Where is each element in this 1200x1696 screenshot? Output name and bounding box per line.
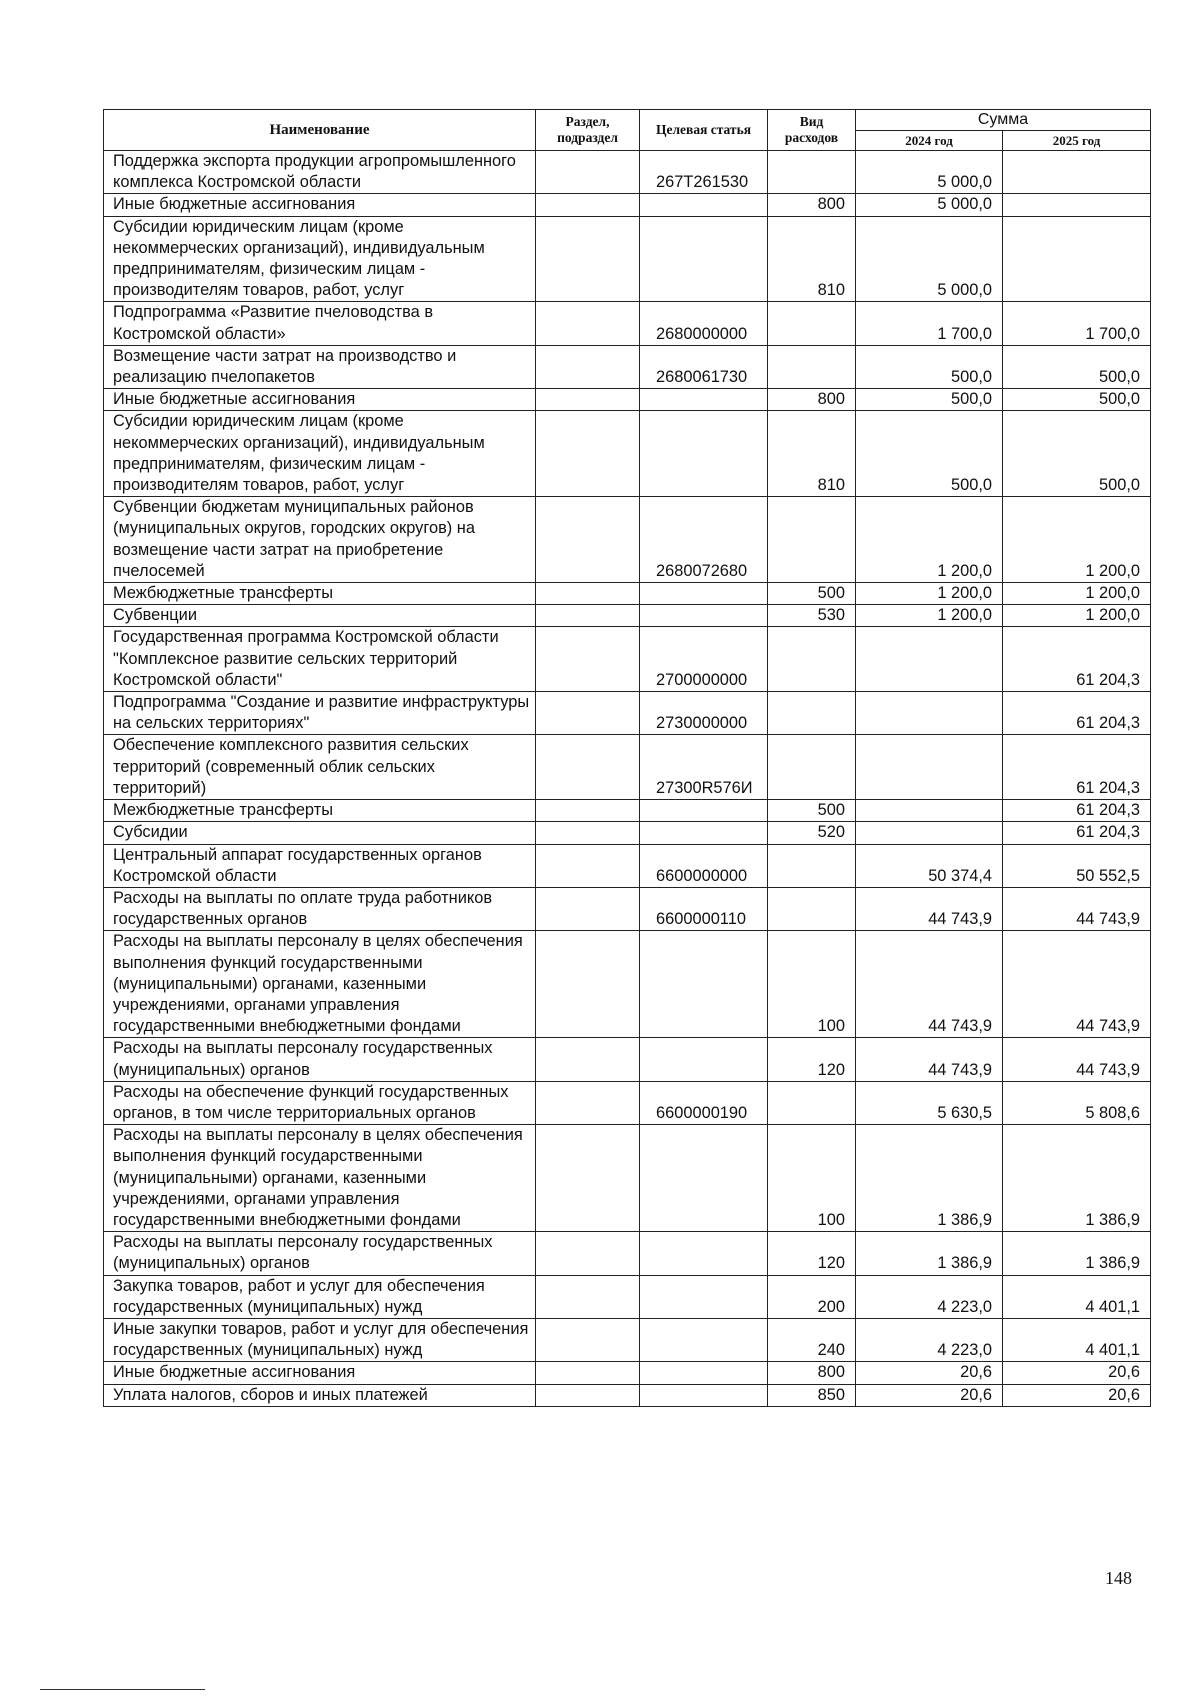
- cell-section: [536, 1318, 640, 1361]
- cell-target-article: 267Т261530: [640, 151, 768, 194]
- cell-sum-2024: 1 200,0: [856, 605, 1003, 627]
- cell-section: [536, 735, 640, 800]
- cell-section: [536, 1232, 640, 1275]
- cell-sum-2024: 4 223,0: [856, 1318, 1003, 1361]
- header-year-2024: 2024 год: [856, 131, 1003, 151]
- cell-sum-2025: 5 808,6: [1003, 1081, 1151, 1124]
- table-row: [104, 1275, 1151, 1318]
- cell-expense-type: 800: [768, 389, 856, 411]
- cell-sum-2025: [1003, 151, 1151, 194]
- cell-target-article: [640, 1318, 768, 1361]
- table-row: [104, 194, 1151, 216]
- cell-target-article: [640, 822, 768, 844]
- cell-name: Иные бюджетные ассигнования: [104, 1362, 536, 1384]
- cell-target-article: [640, 931, 768, 1038]
- cell-name: Иные бюджетные ассигнования: [104, 194, 536, 216]
- cell-sum-2024: 5 000,0: [856, 151, 1003, 194]
- cell-target-article: [640, 389, 768, 411]
- table-row: [104, 931, 1151, 1038]
- cell-sum-2024: 500,0: [856, 345, 1003, 388]
- cell-target-article: 2700000000: [640, 627, 768, 692]
- cell-sum-2024: 1 386,9: [856, 1125, 1003, 1232]
- cell-sum-2024: [856, 735, 1003, 800]
- cell-sum-2024: [856, 822, 1003, 844]
- cell-name: Расходы на выплаты персоналу в целях обеспечения выполнения функций государственными (муниципальными) органами, казенными учреждениями, органами управления государственными внебюджетными фондами: [104, 1125, 536, 1232]
- cell-expense-type: [768, 151, 856, 194]
- cell-expense-type: 500: [768, 583, 856, 605]
- cell-expense-type: 800: [768, 1362, 856, 1384]
- cell-name: Межбюджетные трансферты: [104, 800, 536, 822]
- header-sum: Сумма: [856, 110, 1151, 131]
- cell-target-article: 6600000190: [640, 1081, 768, 1124]
- table-row: [104, 887, 1151, 930]
- table-row: [104, 411, 1151, 497]
- cell-sum-2024: 44 743,9: [856, 931, 1003, 1038]
- cell-expense-type: 500: [768, 800, 856, 822]
- cell-sum-2025: 500,0: [1003, 345, 1151, 388]
- cell-sum-2025: 61 204,3: [1003, 735, 1151, 800]
- cell-sum-2024: 1 386,9: [856, 1232, 1003, 1275]
- cell-section: [536, 151, 640, 194]
- cell-target-article: [640, 605, 768, 627]
- cell-sum-2024: 50 374,4: [856, 844, 1003, 887]
- cell-sum-2025: 1 386,9: [1003, 1232, 1151, 1275]
- cell-name: Расходы на выплаты по оплате труда работников государственных органов: [104, 887, 536, 930]
- cell-sum-2025: 1 200,0: [1003, 497, 1151, 583]
- cell-target-article: [640, 583, 768, 605]
- cell-target-article: [640, 1038, 768, 1081]
- cell-section: [536, 822, 640, 844]
- cell-target-article: 2680072680: [640, 497, 768, 583]
- cell-sum-2024: [856, 692, 1003, 735]
- table-row: [104, 583, 1151, 605]
- cell-sum-2024: 20,6: [856, 1384, 1003, 1406]
- cell-expense-type: [768, 302, 856, 345]
- cell-expense-type: [768, 497, 856, 583]
- cell-sum-2025: 44 743,9: [1003, 887, 1151, 930]
- cell-name: Межбюджетные трансферты: [104, 583, 536, 605]
- cell-section: [536, 605, 640, 627]
- cell-name: Расходы на выплаты персоналу в целях обеспечения выполнения функций государственными (муниципальными) органами, казенными учреждениями, органами управления государственными внебюджетными фондами: [104, 931, 536, 1038]
- cell-name: Иные бюджетные ассигнования: [104, 389, 536, 411]
- cell-section: [536, 800, 640, 822]
- cell-name: Государственная программа Костромской области "Комплексное развитие сельских территорий Костромской области": [104, 627, 536, 692]
- table-row: [104, 822, 1151, 844]
- cell-section: [536, 887, 640, 930]
- cell-name: Субвенции: [104, 605, 536, 627]
- cell-target-article: 2680000000: [640, 302, 768, 345]
- cell-sum-2024: 1 200,0: [856, 583, 1003, 605]
- cell-sum-2024: 5 630,5: [856, 1081, 1003, 1124]
- table-row: [104, 497, 1151, 583]
- cell-section: [536, 583, 640, 605]
- table-row: [104, 1362, 1151, 1384]
- cell-sum-2024: 5 000,0: [856, 216, 1003, 302]
- table-row: [104, 302, 1151, 345]
- header-year-2025: 2025 год: [1003, 131, 1151, 151]
- cell-name: Подпрограмма «Развитие пчеловодства в Костромской области»: [104, 302, 536, 345]
- cell-expense-type: [768, 1081, 856, 1124]
- cell-expense-type: [768, 345, 856, 388]
- cell-expense-type: 100: [768, 1125, 856, 1232]
- cell-name: Уплата налогов, сборов и иных платежей: [104, 1384, 536, 1406]
- cell-sum-2024: 1 700,0: [856, 302, 1003, 345]
- table-row: [104, 389, 1151, 411]
- table-row: [104, 605, 1151, 627]
- cell-sum-2025: 1 200,0: [1003, 583, 1151, 605]
- cell-sum-2025: 61 204,3: [1003, 822, 1151, 844]
- cell-section: [536, 1362, 640, 1384]
- cell-section: [536, 692, 640, 735]
- cell-section: [536, 345, 640, 388]
- cell-expense-type: 810: [768, 216, 856, 302]
- cell-sum-2024: 44 743,9: [856, 887, 1003, 930]
- cell-sum-2024: 44 743,9: [856, 1038, 1003, 1081]
- table-row: [104, 1038, 1151, 1081]
- cell-sum-2025: 20,6: [1003, 1362, 1151, 1384]
- header-section: Раздел, подраздел: [536, 110, 640, 151]
- cell-expense-type: 200: [768, 1275, 856, 1318]
- cell-section: [536, 302, 640, 345]
- cell-sum-2024: 20,6: [856, 1362, 1003, 1384]
- cell-name: Закупка товаров, работ и услуг для обеспечения государственных (муниципальных) нужд: [104, 1275, 536, 1318]
- cell-expense-type: 850: [768, 1384, 856, 1406]
- cell-expense-type: 800: [768, 194, 856, 216]
- cell-sum-2025: 61 204,3: [1003, 627, 1151, 692]
- cell-name: Возмещение части затрат на производство и реализацию пчелопакетов: [104, 345, 536, 388]
- cell-expense-type: 530: [768, 605, 856, 627]
- cell-sum-2025: 1 386,9: [1003, 1125, 1151, 1232]
- cell-expense-type: 120: [768, 1232, 856, 1275]
- cell-expense-type: [768, 844, 856, 887]
- cell-expense-type: [768, 627, 856, 692]
- table-row: [104, 1384, 1151, 1406]
- cell-target-article: [640, 1125, 768, 1232]
- cell-target-article: 6600000110: [640, 887, 768, 930]
- cell-sum-2025: 61 204,3: [1003, 692, 1151, 735]
- cell-expense-type: [768, 692, 856, 735]
- cell-expense-type: 810: [768, 411, 856, 497]
- cell-expense-type: 240: [768, 1318, 856, 1361]
- cell-name: Расходы на обеспечение функций государственных органов, в том числе территориальных органов: [104, 1081, 536, 1124]
- cell-section: [536, 1384, 640, 1406]
- cell-name: Иные закупки товаров, работ и услуг для обеспечения государственных (муниципальных) нужд: [104, 1318, 536, 1361]
- cell-section: [536, 216, 640, 302]
- cell-name: Обеспечение комплексного развития сельских территорий (современный облик сельских территорий): [104, 735, 536, 800]
- cell-section: [536, 627, 640, 692]
- table-row: [104, 1318, 1151, 1361]
- cell-expense-type: [768, 887, 856, 930]
- cell-sum-2025: 1 700,0: [1003, 302, 1151, 345]
- cell-sum-2025: 61 204,3: [1003, 800, 1151, 822]
- cell-sum-2024: 500,0: [856, 389, 1003, 411]
- cell-target-article: [640, 1232, 768, 1275]
- table-row: [104, 1081, 1151, 1124]
- cell-section: [536, 1125, 640, 1232]
- cell-name: Поддержка экспорта продукции агропромышленного комплекса Костромской области: [104, 151, 536, 194]
- cell-sum-2025: 44 743,9: [1003, 1038, 1151, 1081]
- cell-name: Расходы на выплаты персоналу государственных (муниципальных) органов: [104, 1038, 536, 1081]
- header-name: Наименование: [104, 110, 536, 151]
- cell-name: Подпрограмма "Создание и развитие инфраструктуры на сельских территориях": [104, 692, 536, 735]
- header-row: [104, 110, 1151, 131]
- cell-sum-2024: 1 200,0: [856, 497, 1003, 583]
- table-row: [104, 692, 1151, 735]
- cell-sum-2024: 5 000,0: [856, 194, 1003, 216]
- cell-target-article: [640, 1384, 768, 1406]
- cell-target-article: [640, 1362, 768, 1384]
- table-row: [104, 627, 1151, 692]
- cell-name: Субвенции бюджетам муниципальных районов (муниципальных округов, городских округов) на возмещение части затрат на приобретение пчелосемей: [104, 497, 536, 583]
- cell-name: Субсидии: [104, 822, 536, 844]
- header-target-article: Целевая статья: [640, 110, 768, 151]
- cell-target-article: [640, 411, 768, 497]
- cell-target-article: 6600000000: [640, 844, 768, 887]
- cell-sum-2025: [1003, 216, 1151, 302]
- page-number: 148: [1105, 1568, 1132, 1588]
- cell-expense-type: 100: [768, 931, 856, 1038]
- footnote-rule: [40, 1689, 205, 1690]
- table-body: [104, 151, 1151, 1407]
- cell-sum-2025: 20,6: [1003, 1384, 1151, 1406]
- cell-sum-2025: 4 401,1: [1003, 1275, 1151, 1318]
- budget-table: [103, 109, 1151, 1407]
- table-row: [104, 345, 1151, 388]
- cell-target-article: 2730000000: [640, 692, 768, 735]
- cell-section: [536, 194, 640, 216]
- cell-sum-2025: 500,0: [1003, 411, 1151, 497]
- cell-sum-2025: 44 743,9: [1003, 931, 1151, 1038]
- table-row: [104, 735, 1151, 800]
- cell-section: [536, 931, 640, 1038]
- cell-sum-2024: [856, 627, 1003, 692]
- cell-section: [536, 389, 640, 411]
- header-expense-type: Вид расходов: [768, 110, 856, 151]
- cell-sum-2025: 500,0: [1003, 389, 1151, 411]
- cell-name: Центральный аппарат государственных органов Костромской области: [104, 844, 536, 887]
- table-row: [104, 844, 1151, 887]
- cell-expense-type: 120: [768, 1038, 856, 1081]
- cell-section: [536, 1038, 640, 1081]
- cell-expense-type: [768, 735, 856, 800]
- cell-sum-2024: [856, 800, 1003, 822]
- cell-section: [536, 1275, 640, 1318]
- cell-sum-2025: 50 552,5: [1003, 844, 1151, 887]
- cell-section: [536, 1081, 640, 1124]
- cell-name: Расходы на выплаты персоналу государственных (муниципальных) органов: [104, 1232, 536, 1275]
- cell-sum-2024: 500,0: [856, 411, 1003, 497]
- table-row: [104, 1125, 1151, 1232]
- cell-expense-type: 520: [768, 822, 856, 844]
- cell-section: [536, 411, 640, 497]
- cell-name: Субсидии юридическим лицам (кроме некоммерческих организаций), индивидуальным предпринимателям, физическим лицам - производителям товаров, работ, услуг: [104, 411, 536, 497]
- cell-sum-2024: 4 223,0: [856, 1275, 1003, 1318]
- table-row: [104, 1232, 1151, 1275]
- table-row: [104, 151, 1151, 194]
- cell-target-article: [640, 194, 768, 216]
- cell-target-article: [640, 1275, 768, 1318]
- cell-name: Субсидии юридическим лицам (кроме некоммерческих организаций), индивидуальным предпринимателям, физическим лицам - производителям товаров, работ, услуг: [104, 216, 536, 302]
- table-row: [104, 800, 1151, 822]
- cell-section: [536, 844, 640, 887]
- cell-sum-2025: [1003, 194, 1151, 216]
- cell-target-article: 2680061730: [640, 345, 768, 388]
- cell-target-article: 27300R576И: [640, 735, 768, 800]
- cell-sum-2025: 4 401,1: [1003, 1318, 1151, 1361]
- table-row: [104, 216, 1151, 302]
- cell-sum-2025: 1 200,0: [1003, 605, 1151, 627]
- cell-section: [536, 497, 640, 583]
- cell-target-article: [640, 800, 768, 822]
- cell-target-article: [640, 216, 768, 302]
